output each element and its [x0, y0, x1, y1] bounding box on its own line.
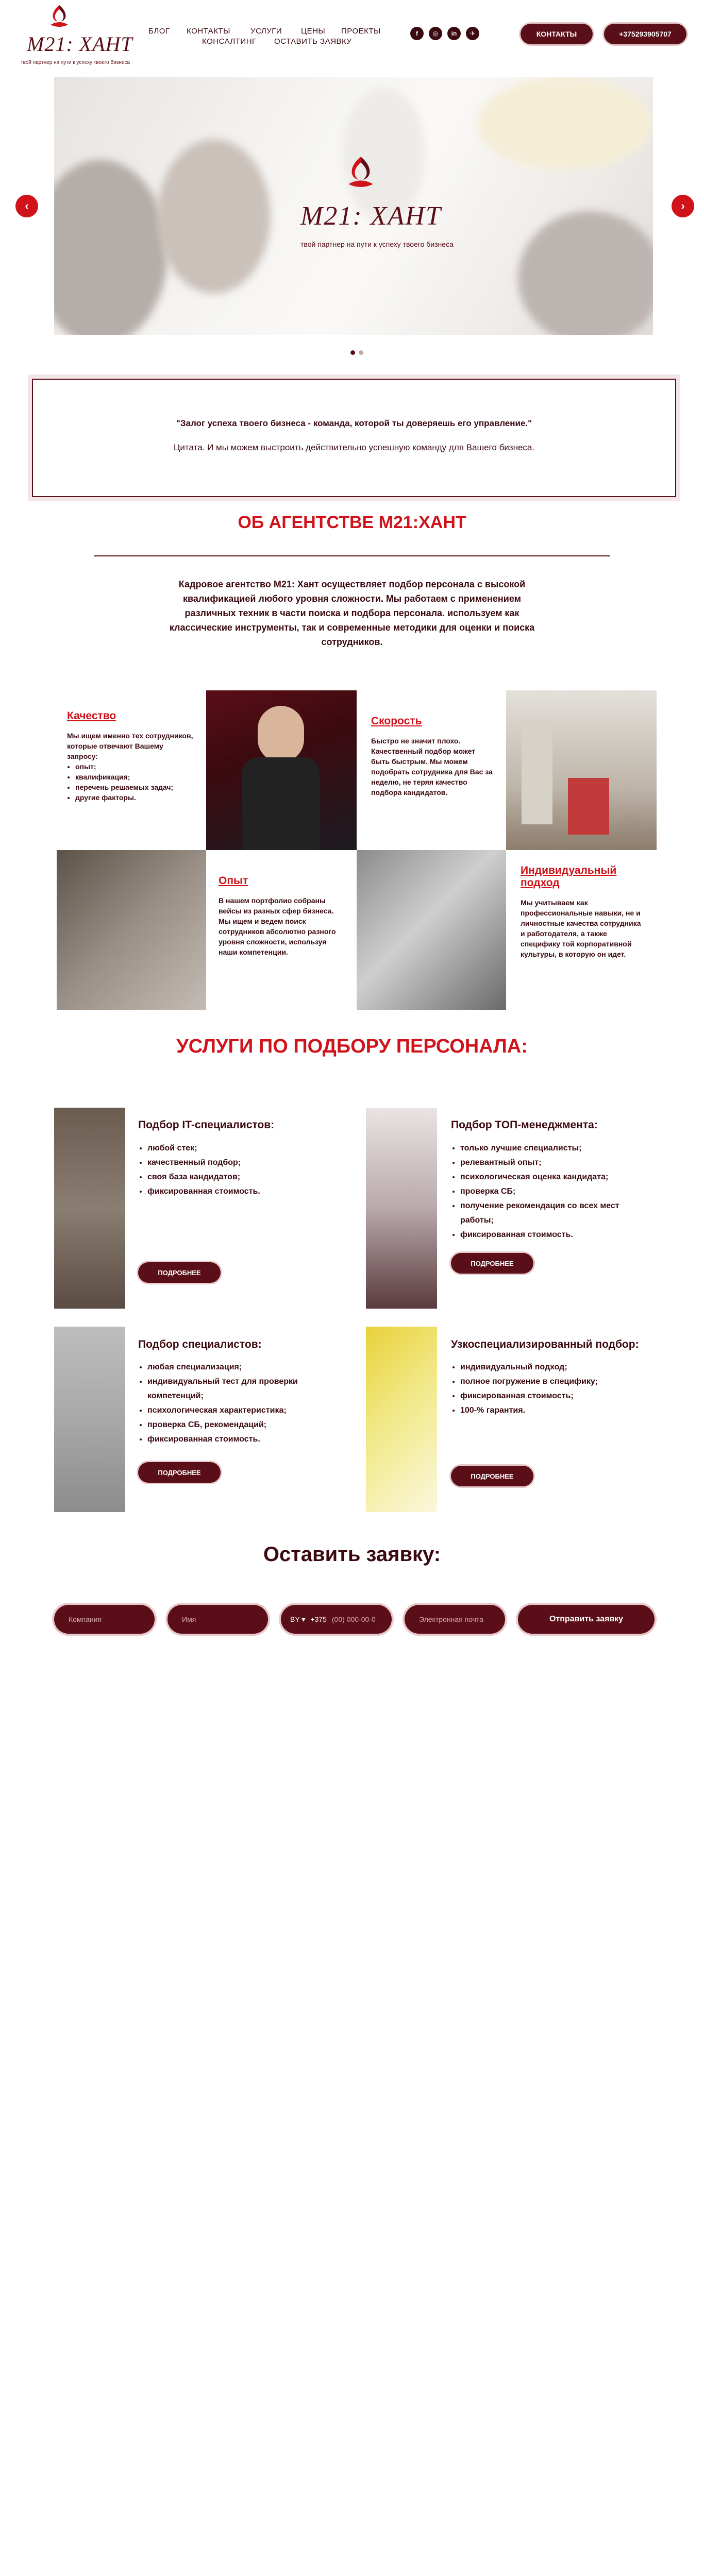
service-item: • только лучшие специалисты; — [460, 1141, 647, 1156]
service-item: • индивидуальный подход; — [460, 1360, 598, 1375]
hero-slider — [54, 77, 653, 335]
logo-text[interactable]: М21: ХАНТ — [27, 32, 133, 56]
feature-title: Качество — [67, 710, 116, 722]
photo-individual — [357, 850, 506, 1010]
site-header — [0, 0, 704, 72]
phone-placeholder: (00) 000-00-0 — [331, 1615, 376, 1623]
phone-input[interactable] — [281, 1605, 392, 1634]
service-top-list — [451, 1141, 647, 1242]
service-narrow-list — [451, 1360, 598, 1418]
slider-dot[interactable] — [350, 350, 355, 355]
hero-logo-tagline: твой партнер на пути к успеху твоего бизнеса — [300, 240, 454, 248]
service-it-title: Подбор IT-специалистов: — [138, 1119, 275, 1131]
service-item: • фиксированная стоимость. — [460, 1228, 647, 1242]
service-item: • любой стек; — [147, 1141, 260, 1156]
feature-speed — [357, 690, 506, 850]
logo-tagline: твой партнер на пути к успеху твоего бизнеса — [21, 60, 130, 65]
feature-title: Опыт — [219, 875, 248, 887]
service-item: • фиксированная стоимость; — [460, 1389, 598, 1403]
about-text: Кадровое агентство М21: Хант осуществляет подбор персонала с высокой квалификацией любого уровня сложности. Мы работаем с применением различных техник в части поиска и подбора персонала. используем как классические инструменты, так и современные методики для оценки и поиска сотрудников. — [169, 579, 535, 647]
quote-block — [32, 379, 676, 497]
logo-mark-icon[interactable] — [46, 4, 72, 29]
service-item: • качественный подбор; — [147, 1156, 260, 1170]
service-spec-list — [138, 1360, 324, 1447]
contacts-button[interactable]: КОНТАКТЫ — [521, 24, 593, 44]
feature-list-item: • перечень решаемых задач; — [75, 782, 196, 792]
feature-text: Мы ищем именно тех сотрудников, которые отвечают Вашему запросу: — [67, 732, 193, 760]
slider-next-button[interactable]: › — [672, 195, 694, 217]
quote-text: "Залог успеха твоего бизнеса - команда, которой ты доверяешь его управление." — [176, 418, 532, 428]
phone-button[interactable]: +375293905707 — [604, 24, 686, 44]
feature-list-item: • другие факторы. — [75, 792, 196, 803]
feature-text: Мы учитываем как профессиональные навыки, не и личностные качества сотрудника и работодателя, а также специфику той корпоративной культуры, в которую он идет. — [521, 899, 641, 958]
service-it-photo — [54, 1108, 125, 1309]
feature-quality — [57, 690, 206, 850]
nav-blog[interactable]: БЛОГ — [148, 27, 170, 36]
service-top-more-button[interactable]: ПОДРОБНЕЕ — [451, 1253, 533, 1274]
phone-code: +375 — [310, 1615, 327, 1623]
nav-consulting[interactable]: КОНСАЛТИНГ — [202, 37, 257, 46]
hero-logo-text: М21: ХАНТ — [300, 201, 442, 231]
service-item: • психологическая характеристика; — [147, 1403, 324, 1418]
service-item: • своя база кандидатов; — [147, 1170, 260, 1184]
service-item: • любая специализация; — [147, 1360, 324, 1375]
instagram-icon[interactable]: ◎ — [429, 27, 442, 40]
header-socials — [410, 27, 479, 40]
photo-experience — [57, 850, 206, 1010]
nav-leave-request[interactable]: ОСТАВИТЬ ЗАЯВКУ — [274, 37, 352, 46]
linkedin-icon[interactable]: in — [447, 27, 461, 40]
nav-projects[interactable]: ПРОЕКТЫ — [341, 27, 381, 36]
quote-caption: Цитата. И мы можем выстроить действительно успешную команду для Вашего бизнеса. — [173, 443, 535, 452]
service-spec-photo — [54, 1327, 125, 1512]
service-it-more-button[interactable]: ПОДРОБНЕЕ — [138, 1262, 221, 1283]
service-spec-more-button[interactable]: ПОДРОБНЕЕ — [138, 1462, 221, 1483]
service-item: • индивидуальный тест для проверки компетенций; — [147, 1375, 324, 1403]
service-item: • получение рекомендация со всех мест работы; — [460, 1199, 647, 1228]
slider-prev-button[interactable]: ‹ — [15, 195, 38, 217]
submit-request-button[interactable]: Отправить заявку — [518, 1605, 655, 1634]
feature-title: Индивидуальный подход — [521, 865, 617, 889]
about-title: ОБ АГЕНТСТВЕ М21:ХАНТ — [238, 513, 466, 532]
name-input[interactable]: Имя — [167, 1605, 268, 1634]
photo-woman-tablet — [206, 690, 357, 850]
feature-individual — [506, 850, 656, 1010]
service-item: • фиксированная стоимость. — [147, 1184, 260, 1199]
service-it-list — [138, 1141, 260, 1199]
photo-office-chairs — [506, 690, 657, 850]
service-item: • проверка СБ, рекомендаций; — [147, 1418, 324, 1432]
email-input[interactable]: Электронная почта — [405, 1605, 505, 1634]
nav-contacts[interactable]: КОНТАКТЫ — [187, 27, 230, 36]
service-top-photo — [366, 1108, 437, 1309]
service-narrow-photo — [366, 1327, 437, 1512]
nav-services[interactable]: УСЛУГИ — [250, 27, 282, 36]
service-item: • полное погружение в специфику; — [460, 1375, 598, 1389]
request-form-title: Оставить заявку: — [263, 1543, 441, 1566]
service-item: • 100-% гарантия. — [460, 1403, 598, 1418]
service-item: • проверка СБ; — [460, 1184, 647, 1199]
feature-experience — [206, 850, 356, 1010]
hero-logo-icon — [343, 155, 379, 191]
services-title: УСЛУГИ ПО ПОДБОРУ ПЕРСОНАЛА: — [176, 1036, 528, 1057]
service-narrow-title: Узкоспециализированный подбор: — [451, 1338, 639, 1350]
service-item: • релевантный опыт; — [460, 1156, 647, 1170]
feature-title: Скорость — [371, 715, 422, 727]
feature-text: В нашем портфолио собраны вейсы из разных сфер бизнеса. Мы ищем и ведем поиск сотрудников абсолютно разного уровня сложности, используя наши компетенции. — [219, 896, 336, 956]
telegram-icon[interactable]: ✈ — [466, 27, 479, 40]
feature-list-item: • квалификация; — [75, 772, 196, 782]
facebook-icon[interactable]: f — [410, 27, 424, 40]
service-spec-title: Подбор специалистов: — [138, 1338, 262, 1350]
company-input[interactable]: Компания — [54, 1605, 155, 1634]
service-top-title: Подбор ТОП-менеджмента: — [451, 1119, 598, 1131]
service-item: • фиксированная стоимость. — [147, 1432, 324, 1447]
service-narrow-more-button[interactable]: ПОДРОБНЕЕ — [451, 1466, 533, 1486]
feature-text: Быстро не значит плохо. Качественный подбор может быть быстрым. Мы можем подобрать сотрудника для Вас за неделю, не теряя качество подбора кандидатов. — [371, 737, 493, 796]
nav-prices[interactable]: ЦЕНЫ — [301, 27, 326, 36]
feature-list-item: • опыт; — [75, 761, 196, 772]
slider-dot[interactable] — [359, 350, 363, 355]
country-select[interactable]: BY ▾ — [290, 1615, 306, 1623]
service-item: • психологическая оценка кандидата; — [460, 1170, 647, 1184]
divider — [94, 555, 610, 556]
